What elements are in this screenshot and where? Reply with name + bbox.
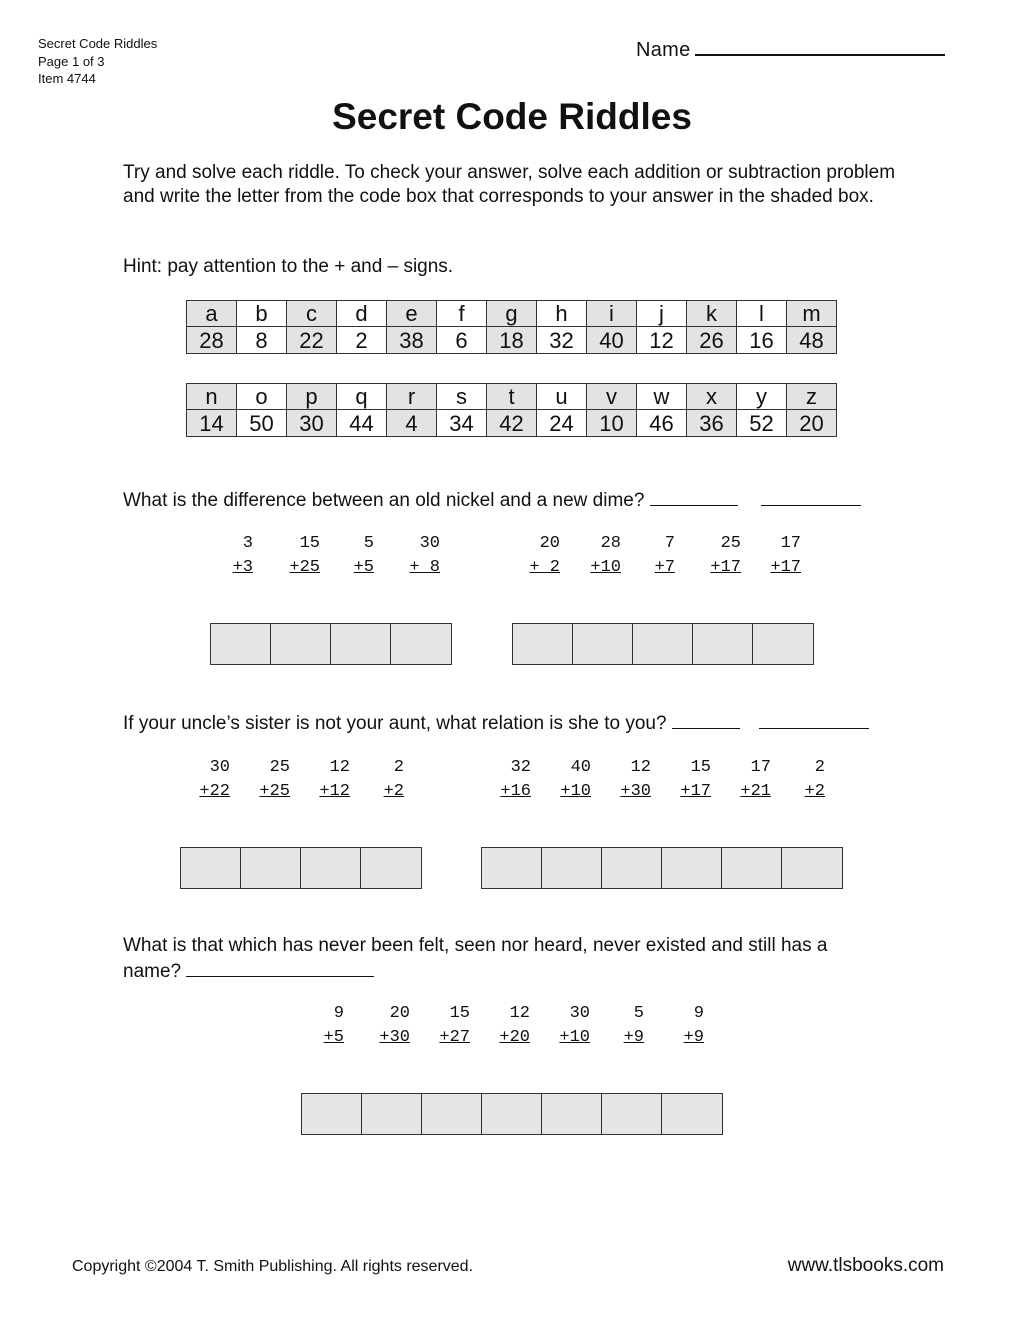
- problem: [410, 1002, 470, 1050]
- name-field[interactable]: [636, 34, 945, 62]
- code-letter: i: [587, 301, 637, 327]
- code-number: 14: [187, 410, 237, 437]
- problem: [284, 1002, 344, 1050]
- code-letter: d: [337, 301, 387, 327]
- problem-top: 30: [209, 758, 230, 777]
- problem: [741, 532, 801, 580]
- code-letter: n: [187, 384, 237, 410]
- answer-box[interactable]: [482, 1094, 542, 1134]
- answer-boxes: [512, 623, 814, 665]
- code-number: 4: [387, 410, 437, 437]
- problem-bottom: + 2: [529, 558, 560, 577]
- answer-box[interactable]: [362, 1094, 422, 1134]
- problem-bottom: +30: [620, 782, 651, 801]
- code-letter: w: [637, 384, 687, 410]
- problem-top: 2: [814, 758, 825, 777]
- code-number: 24: [537, 410, 587, 437]
- problem: [651, 756, 711, 804]
- code-number: 26: [687, 327, 737, 354]
- problem-bottom: +17: [710, 558, 741, 577]
- name-blank[interactable]: [695, 34, 945, 56]
- problem: [711, 756, 771, 804]
- problem: [260, 532, 320, 580]
- code-number: 52: [737, 410, 787, 437]
- problem: [471, 756, 531, 804]
- code-letter: r: [387, 384, 437, 410]
- answer-box[interactable]: [542, 848, 602, 888]
- code-number: 10: [587, 410, 637, 437]
- problem: [644, 1002, 704, 1050]
- riddle-1-question: [123, 487, 861, 513]
- problem-top: 40: [570, 758, 591, 777]
- problem-top: 32: [510, 758, 531, 777]
- problem: [290, 756, 350, 804]
- code-letter: t: [487, 384, 537, 410]
- code-number: 18: [487, 327, 537, 354]
- answer-box[interactable]: [211, 624, 271, 664]
- problem-top: 5: [363, 534, 374, 553]
- answer-box[interactable]: [331, 624, 391, 664]
- code-letter: c: [287, 301, 337, 327]
- problem-top: 17: [750, 758, 771, 777]
- code-number: 20: [787, 410, 837, 437]
- problem-bottom: +30: [379, 1028, 410, 1047]
- problem-bottom: +17: [680, 782, 711, 801]
- problem-top: 9: [693, 1004, 704, 1023]
- answer-boxes: [180, 847, 422, 889]
- code-letter: q: [337, 384, 387, 410]
- code-number: 50: [237, 410, 287, 437]
- answer-box[interactable]: [271, 624, 331, 664]
- code-letter: s: [437, 384, 487, 410]
- answer-box[interactable]: [602, 1094, 662, 1134]
- copyright: Copyright ©2004 T. Smith Publishing. All rights reserved.: [72, 1258, 474, 1275]
- problem-top: 20: [389, 1004, 410, 1023]
- code-letter: y: [737, 384, 787, 410]
- code-number: 38: [387, 327, 437, 354]
- answer-box[interactable]: [782, 848, 842, 888]
- code-box-row-2: [186, 383, 837, 437]
- problem-top: 5: [633, 1004, 644, 1023]
- item-number: Item 4744: [38, 71, 96, 86]
- problem: [765, 756, 825, 804]
- problem-top: 25: [720, 534, 741, 553]
- problem-bottom: + 8: [409, 558, 440, 577]
- answer-box[interactable]: [422, 1094, 482, 1134]
- code-number: 6: [437, 327, 487, 354]
- problem-top: 2: [393, 758, 404, 777]
- problem-bottom: +25: [259, 782, 290, 801]
- problem-top: 12: [509, 1004, 530, 1023]
- doc-name: Secret Code Riddles: [38, 36, 158, 51]
- riddle-question-text: What is that which has never been felt, seen nor heard, never existed and still has a name?: [123, 935, 828, 982]
- code-letter: k: [687, 301, 737, 327]
- answer-box[interactable]: [662, 1094, 722, 1134]
- answer-box[interactable]: [361, 848, 421, 888]
- problem-top: 12: [630, 758, 651, 777]
- answer-box[interactable]: [302, 1094, 362, 1134]
- code-number: 36: [687, 410, 737, 437]
- problem-top: 7: [664, 534, 675, 553]
- riddle-3-question: [123, 934, 883, 984]
- code-number: 34: [437, 410, 487, 437]
- answer-box[interactable]: [513, 624, 573, 664]
- code-numbers: [187, 327, 837, 354]
- problem-top: 25: [269, 758, 290, 777]
- code-number: 46: [637, 410, 687, 437]
- problem-bottom: +10: [560, 782, 591, 801]
- code-letter: z: [787, 384, 837, 410]
- code-letter: g: [487, 301, 537, 327]
- code-number: 30: [287, 410, 337, 437]
- problem-bottom: +20: [499, 1028, 530, 1047]
- answer-boxes: [481, 847, 843, 889]
- problem-bottom: +21: [740, 782, 771, 801]
- code-letter: j: [637, 301, 687, 327]
- answer-box[interactable]: [301, 848, 361, 888]
- code-number: 12: [637, 327, 687, 354]
- problem-top: 28: [600, 534, 621, 553]
- problem-top: 20: [539, 534, 560, 553]
- problem-bottom: +22: [199, 782, 230, 801]
- answer-box[interactable]: [181, 848, 241, 888]
- answer-blank[interactable]: [759, 710, 869, 729]
- problem-bottom: +10: [559, 1028, 590, 1047]
- answer-box[interactable]: [722, 848, 782, 888]
- problem: [584, 1002, 644, 1050]
- instructions: Try and solve each riddle. To check your answer, solve each addition or subtraction problem and write the letter from the code box that corresponds to your answer in the shaded box.: [123, 162, 896, 207]
- code-letter: v: [587, 384, 637, 410]
- problem: [470, 1002, 530, 1050]
- code-letter: a: [187, 301, 237, 327]
- code-number: 22: [287, 327, 337, 354]
- riddle-question-text: If your uncle’s sister is not your aunt, what relation is she to you?: [123, 713, 667, 734]
- code-letter: l: [737, 301, 787, 327]
- name-label: Name: [636, 39, 691, 61]
- answer-boxes: [210, 623, 452, 665]
- answer-blank[interactable]: [186, 958, 374, 977]
- code-number: 32: [537, 327, 587, 354]
- code-number: 48: [787, 327, 837, 354]
- answer-box[interactable]: [753, 624, 813, 664]
- problem: [591, 756, 651, 804]
- answer-box[interactable]: [542, 1094, 602, 1134]
- problem: [681, 532, 741, 580]
- riddle-2-question: [123, 710, 869, 736]
- answer-box[interactable]: [391, 624, 451, 664]
- problem-bottom: +5: [323, 1028, 344, 1047]
- problem-bottom: +25: [289, 558, 320, 577]
- problem-top: 9: [333, 1004, 344, 1023]
- problem-bottom: +2: [804, 782, 825, 801]
- problem: [350, 1002, 410, 1050]
- problem-top: 3: [242, 534, 253, 553]
- code-letter: u: [537, 384, 587, 410]
- code-number: 8: [237, 327, 287, 354]
- problem-bottom: +7: [654, 558, 675, 577]
- code-number: 42: [487, 410, 537, 437]
- document-meta: [38, 35, 157, 88]
- hint: Hint: pay attention to the + and – signs.: [123, 256, 454, 277]
- problem: [230, 756, 290, 804]
- code-number: 16: [737, 327, 787, 354]
- code-letter: f: [437, 301, 487, 327]
- problem: [314, 532, 374, 580]
- page-title: Secret Code Riddles: [332, 96, 692, 137]
- answer-box[interactable]: [241, 848, 301, 888]
- answer-box[interactable]: [662, 848, 722, 888]
- code-number: 40: [587, 327, 637, 354]
- code-letter: e: [387, 301, 437, 327]
- code-letter: p: [287, 384, 337, 410]
- answer-box[interactable]: [633, 624, 693, 664]
- problem: [344, 756, 404, 804]
- answer-blank[interactable]: [761, 487, 861, 506]
- problem-bottom: +2: [383, 782, 404, 801]
- problem: [170, 756, 230, 804]
- problem: [193, 532, 253, 580]
- answer-blank[interactable]: [672, 710, 740, 729]
- code-numbers: [187, 410, 837, 437]
- code-letter: h: [537, 301, 587, 327]
- code-letter: x: [687, 384, 737, 410]
- problem-top: 30: [419, 534, 440, 553]
- website-link[interactable]: www.tlsbooks.com: [787, 1255, 944, 1276]
- problem-bottom: +27: [439, 1028, 470, 1047]
- problem-top: 12: [329, 758, 350, 777]
- code-letter: b: [237, 301, 287, 327]
- answer-box[interactable]: [573, 624, 633, 664]
- page-number: Page 1 of 3: [38, 53, 105, 69]
- code-letters: [187, 301, 837, 327]
- riddle-question-text: What is the difference between an old nickel and a new dime?: [123, 490, 645, 511]
- problem-bottom: +17: [770, 558, 801, 577]
- problem-top: 30: [569, 1004, 590, 1023]
- problem-top: 15: [690, 758, 711, 777]
- problem-bottom: +9: [683, 1028, 704, 1047]
- problem-bottom: +3: [232, 558, 253, 577]
- problem-bottom: +5: [353, 558, 374, 577]
- problem: [561, 532, 621, 580]
- answer-box[interactable]: [482, 848, 542, 888]
- code-letter: m: [787, 301, 837, 327]
- answer-box[interactable]: [602, 848, 662, 888]
- problem-top: 15: [449, 1004, 470, 1023]
- code-number: 28: [187, 327, 237, 354]
- problem-bottom: +16: [500, 782, 531, 801]
- problem-bottom: +10: [590, 558, 621, 577]
- problem-top: 15: [299, 534, 320, 553]
- problem: [380, 532, 440, 580]
- answer-boxes: [301, 1093, 723, 1135]
- answer-box[interactable]: [693, 624, 753, 664]
- code-letters: [187, 384, 837, 410]
- code-number: 44: [337, 410, 387, 437]
- problem: [531, 756, 591, 804]
- answer-blank[interactable]: [650, 487, 738, 506]
- code-letter: o: [237, 384, 287, 410]
- problem: [500, 532, 560, 580]
- problem-top: 17: [780, 534, 801, 553]
- problem-bottom: +9: [623, 1028, 644, 1047]
- problem: [530, 1002, 590, 1050]
- problem-bottom: +12: [319, 782, 350, 801]
- problem: [615, 532, 675, 580]
- code-number: 2: [337, 327, 387, 354]
- code-box-row-1: [186, 300, 837, 354]
